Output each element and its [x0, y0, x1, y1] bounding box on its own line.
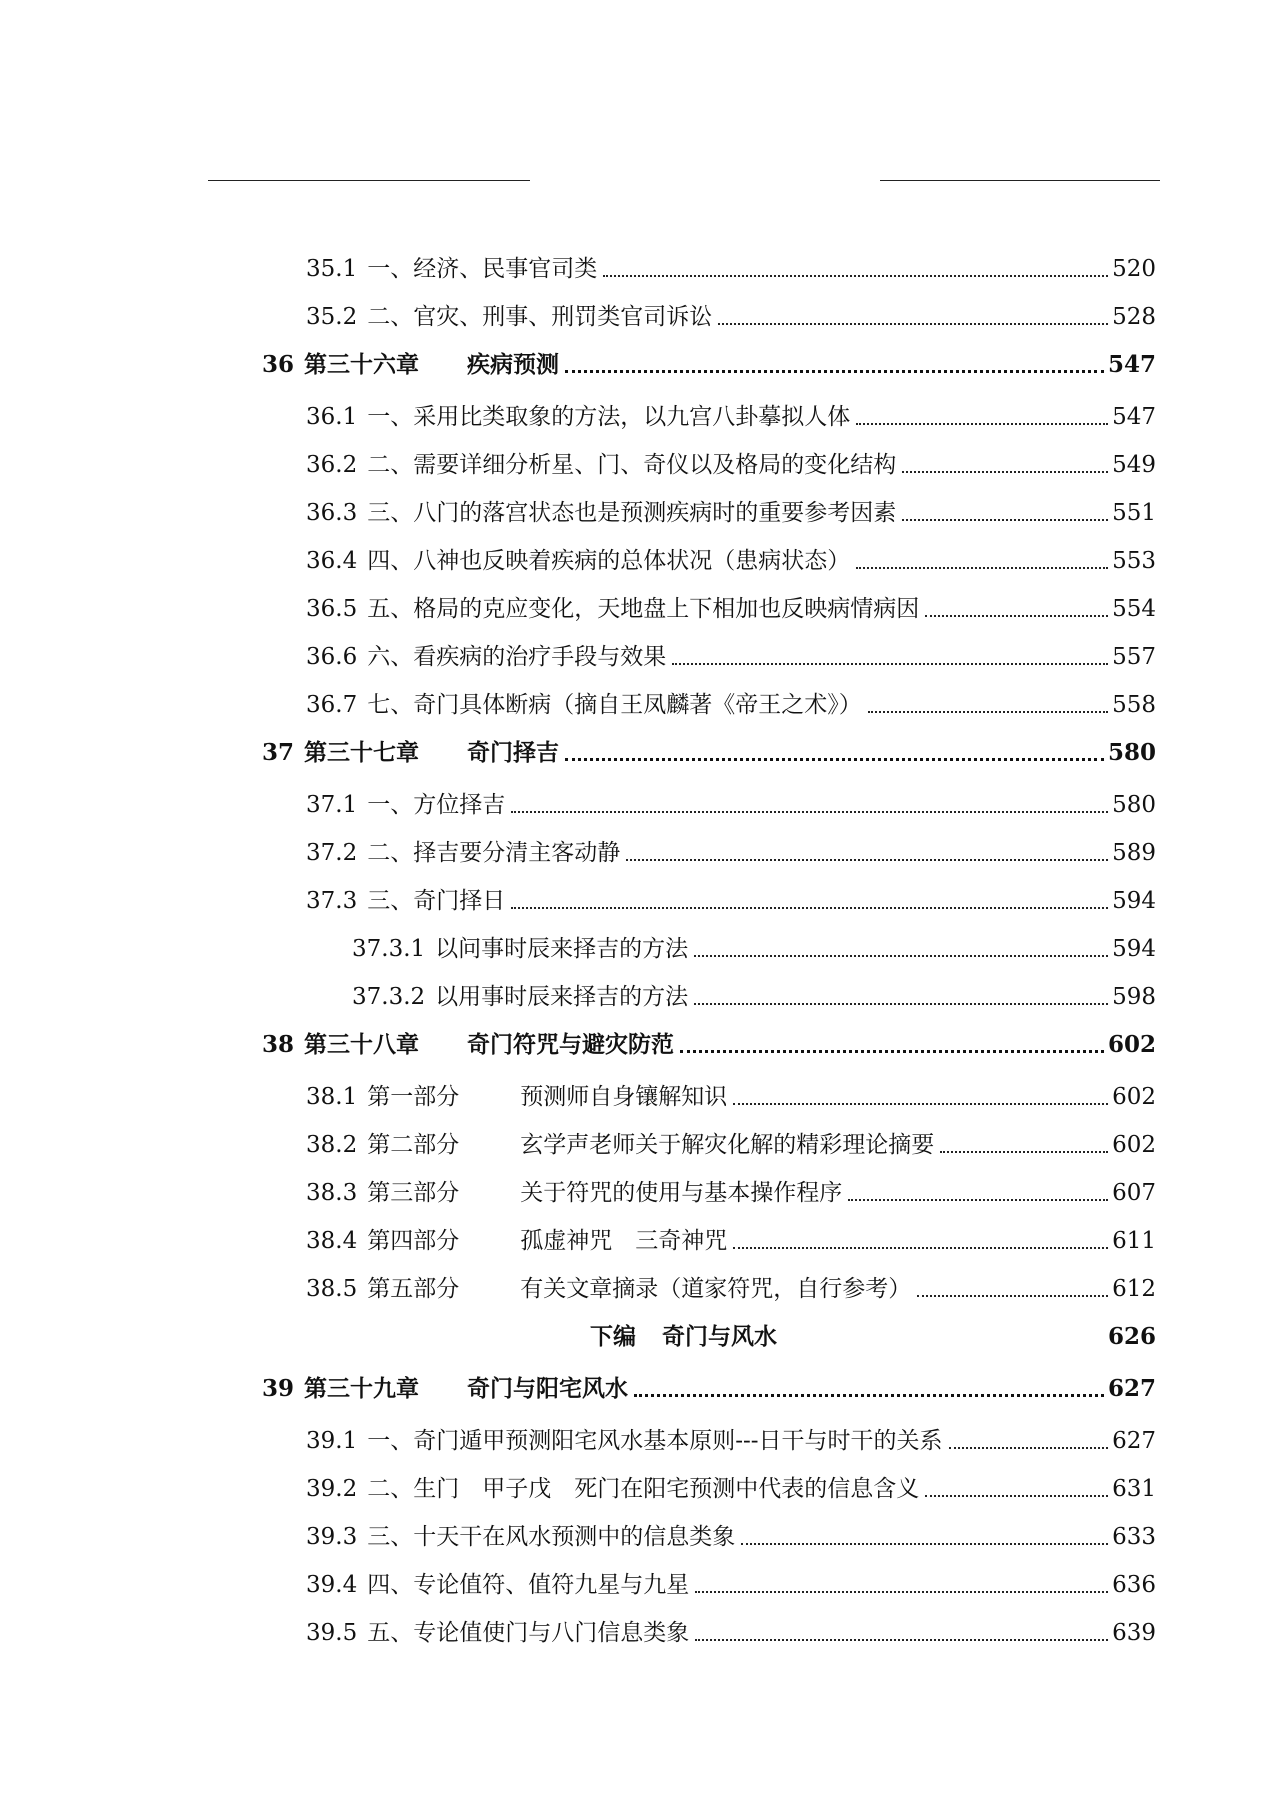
toc-chapter-number: 37: [262, 739, 295, 766]
toc-entry-number: 37.3: [306, 888, 358, 914]
toc-chapter-label: 第三十九章: [304, 1375, 420, 1402]
toc-entry-number: 38.3: [306, 1180, 358, 1206]
toc-chapter[interactable]: [262, 1368, 1156, 1404]
toc-subentry[interactable]: [352, 928, 1156, 964]
dot-leader: [925, 615, 1108, 617]
toc-entry-title: 二、择吉要分清主客动静: [367, 840, 621, 866]
toc-entry-number: 38.2: [306, 1132, 358, 1158]
dot-leader: [856, 423, 1108, 425]
dot-leader: [565, 370, 1104, 373]
dot-leader: [949, 1447, 1109, 1449]
dot-leader: [733, 1247, 1108, 1249]
toc-entry-page: 594: [1112, 936, 1156, 962]
toc-entry-title: 六、看疾病的治疗手段与效果: [367, 644, 667, 670]
toc-entry-number: 38.1: [306, 1084, 358, 1110]
toc-chapter-label: 第三十六章: [304, 351, 420, 378]
dot-leader: [940, 1151, 1108, 1153]
toc-entry-title: 关于符咒的使用与基本操作程序: [520, 1180, 843, 1206]
toc-entry-title: 玄学声老师关于解灾化解的精彩理论摘要: [520, 1132, 935, 1158]
toc-entry-page: 551: [1112, 500, 1156, 526]
dot-leader: [694, 1003, 1108, 1005]
toc-chapter-label: 第三十七章: [304, 739, 420, 766]
toc-entry-title: 五、专论值使门与八门信息类象: [367, 1620, 690, 1646]
toc-part-page: 626: [1107, 1323, 1156, 1350]
toc-chapter-title: 疾病预测: [467, 351, 560, 378]
toc-entry-number: 38.4: [306, 1228, 358, 1254]
toc-entry-number: 36.5: [306, 596, 358, 622]
toc-part-heading[interactable]: [590, 1316, 1156, 1352]
dot-leader: [902, 471, 1108, 473]
toc-entry[interactable]: [306, 1172, 1156, 1208]
toc-chapter[interactable]: [262, 344, 1156, 380]
dot-leader: [672, 663, 1108, 665]
toc-entry-title: 一、奇门遁甲预测阳宅风水基本原则---日干与时干的关系: [367, 1428, 943, 1454]
toc-entry[interactable]: [306, 684, 1156, 720]
toc-subentry[interactable]: [352, 976, 1156, 1012]
toc-entry[interactable]: [306, 1516, 1156, 1552]
toc-entry-page: 594: [1112, 888, 1156, 914]
toc-entry[interactable]: [306, 492, 1156, 528]
toc-entry[interactable]: [306, 832, 1156, 868]
toc-entry-title: 七、奇门具体断病（摘自王凤麟著《帝王之术》）: [367, 692, 862, 718]
toc-entry-number: 37.2: [306, 840, 358, 866]
toc-entry-title: 四、专论值符、值符九星与九星: [367, 1572, 690, 1598]
toc-entry-number: 39.1: [306, 1428, 358, 1454]
toc-entry-number: 37.1: [306, 792, 358, 818]
toc-entry-page: 580: [1112, 792, 1156, 818]
toc-entry-title: 一、方位择吉: [367, 792, 506, 818]
toc-entry-page: 598: [1112, 984, 1156, 1010]
toc-entry-number: 39.2: [306, 1476, 358, 1502]
toc-entry-number: 39.4: [306, 1572, 358, 1598]
dot-leader: [511, 811, 1108, 813]
toc-entry-number: 35.2: [306, 304, 358, 330]
toc-entry-page: 558: [1112, 692, 1156, 718]
toc-entry-number: 36.1: [306, 404, 358, 430]
dot-leader: [856, 567, 1108, 569]
toc-chapter-page: 602: [1107, 1031, 1156, 1058]
dot-leader: [695, 1639, 1108, 1641]
toc-entry-page: 636: [1112, 1572, 1156, 1598]
toc-entry-page: 611: [1112, 1228, 1156, 1254]
toc-entry-page: 627: [1112, 1428, 1156, 1454]
toc-entry-page: 549: [1112, 452, 1156, 478]
toc-entry-title: 预测师自身镶解知识: [520, 1084, 728, 1110]
toc-entry[interactable]: [306, 588, 1156, 624]
toc-entry-page: 589: [1112, 840, 1156, 866]
toc-entry-number: 36.4: [306, 548, 358, 574]
toc-entry-page: 528: [1112, 304, 1156, 330]
dot-leader: [925, 1495, 1108, 1497]
toc-entry-page: 602: [1112, 1132, 1156, 1158]
toc-entry[interactable]: [306, 1420, 1156, 1456]
toc-entry[interactable]: [306, 784, 1156, 820]
toc-chapter[interactable]: [262, 732, 1156, 768]
toc-entry-part-label: 第二部分: [367, 1132, 460, 1158]
toc-entry-title: 二、需要详细分析星、门、奇仪以及格局的变化结构: [367, 452, 897, 478]
toc-entry-number: 37.3.1: [352, 936, 426, 962]
toc-part-label: 下编: [590, 1323, 636, 1350]
toc-entry-part-label: 第三部分: [367, 1180, 460, 1206]
toc-entry-part-label: 第四部分: [367, 1228, 460, 1254]
toc-entry-page: 639: [1112, 1620, 1156, 1646]
toc-chapter-number: 36: [262, 351, 295, 378]
toc-entry-number: 35.1: [306, 256, 358, 282]
toc-entry-page: 553: [1112, 548, 1156, 574]
toc-entry-page: 547: [1112, 404, 1156, 430]
toc-entry-title: 以问事时辰来择吉的方法: [435, 936, 689, 962]
toc-entry-number: 36.7: [306, 692, 358, 718]
dot-leader: [694, 955, 1108, 957]
toc-entry[interactable]: [306, 444, 1156, 480]
toc-chapter-title: 奇门择吉: [467, 739, 560, 766]
toc-entry-page: 557: [1112, 644, 1156, 670]
toc-entry-title: 二、官灾、刑事、刑罚类官司诉讼: [367, 304, 713, 330]
toc-entry-title: 有关文章摘录（道家符咒，自行参考）: [520, 1276, 912, 1302]
toc-entry-number: 37.3.2: [352, 984, 426, 1010]
dot-leader: [695, 1591, 1108, 1593]
toc-chapter[interactable]: [262, 1024, 1156, 1060]
toc-entry[interactable]: [306, 248, 1156, 284]
toc-entry-page: 631: [1112, 1476, 1156, 1502]
toc-entry[interactable]: [306, 636, 1156, 672]
toc-entry[interactable]: [306, 1076, 1156, 1112]
toc-entry-title: 三、奇门择日: [367, 888, 506, 914]
toc-entry-number: 36.6: [306, 644, 358, 670]
toc-entry-part-label: 第一部分: [367, 1084, 460, 1110]
toc-entry-title: 五、格局的克应变化，天地盘上下相加也反映病情病因: [367, 596, 920, 622]
toc-entry-title: 以用事时辰来择吉的方法: [435, 984, 689, 1010]
toc-entry-part-label: 第五部分: [367, 1276, 460, 1302]
toc-entry-page: 612: [1112, 1276, 1156, 1302]
toc-entry-number: 39.3: [306, 1524, 358, 1550]
toc-entry[interactable]: [306, 540, 1156, 576]
dot-leader: [848, 1199, 1108, 1201]
dot-leader: [634, 1394, 1104, 1397]
toc-chapter-page: 580: [1107, 739, 1156, 766]
dot-leader: [626, 859, 1108, 861]
toc-entry-title: 一、经济、民事官司类: [367, 256, 598, 282]
toc-part-title: 奇门与风水: [662, 1323, 777, 1350]
toc-entry[interactable]: [306, 396, 1156, 432]
toc-entry-page: 602: [1112, 1084, 1156, 1110]
dot-leader: [868, 711, 1108, 713]
toc-entry[interactable]: [306, 880, 1156, 916]
toc-entry-page: 520: [1112, 256, 1156, 282]
dot-leader: [902, 519, 1108, 521]
toc-entry[interactable]: [306, 1612, 1156, 1648]
toc-chapter-number: 39: [262, 1375, 295, 1402]
dot-leader: [603, 275, 1108, 277]
toc-chapter-title: 奇门与阳宅风水: [467, 1375, 629, 1402]
toc-entry-number: 36.3: [306, 500, 358, 526]
toc-chapter-label: 第三十八章: [304, 1031, 420, 1058]
dot-leader: [511, 907, 1108, 909]
toc-entry[interactable]: [306, 1268, 1156, 1304]
toc-entry-number: 38.5: [306, 1276, 358, 1302]
dot-leader: [917, 1295, 1108, 1297]
toc-entry[interactable]: [306, 1124, 1156, 1160]
toc-entry-page: 633: [1112, 1524, 1156, 1550]
toc-entry[interactable]: [306, 1564, 1156, 1600]
toc-entry-title: 四、八神也反映着疾病的总体状况（患病状态）: [367, 548, 851, 574]
toc-entry-number: 36.2: [306, 452, 358, 478]
toc-chapter-title: 奇门符咒与避灾防范: [467, 1031, 675, 1058]
toc-entry[interactable]: [306, 1220, 1156, 1256]
toc-entry[interactable]: [306, 1468, 1156, 1504]
toc-entry-title: 一、采用比类取象的方法，以九宫八卦摹拟人体: [367, 404, 851, 430]
toc-entry-page: 607: [1112, 1180, 1156, 1206]
toc-chapter-page: 547: [1107, 351, 1156, 378]
toc-entry-title: 三、八门的落宫状态也是预测疾病时的重要参考因素: [367, 500, 897, 526]
toc-entry-number: 39.5: [306, 1620, 358, 1646]
toc-entry-title: 孤虚神咒 三奇神咒: [520, 1228, 728, 1254]
toc-entry[interactable]: [306, 296, 1156, 332]
dot-leader: [733, 1103, 1108, 1105]
dot-leader: [718, 323, 1108, 325]
toc-chapter-page: 627: [1107, 1375, 1156, 1402]
toc-entry-title: 二、生门 甲子戊 死门在阳宅预测中代表的信息含义: [367, 1476, 920, 1502]
toc-entry-title: 三、十天干在风水预测中的信息类象: [367, 1524, 736, 1550]
dot-leader: [680, 1050, 1104, 1053]
toc-chapter-number: 38: [262, 1031, 295, 1058]
dot-leader: [565, 758, 1104, 761]
dot-leader: [741, 1543, 1108, 1545]
toc-entry-page: 554: [1112, 596, 1156, 622]
